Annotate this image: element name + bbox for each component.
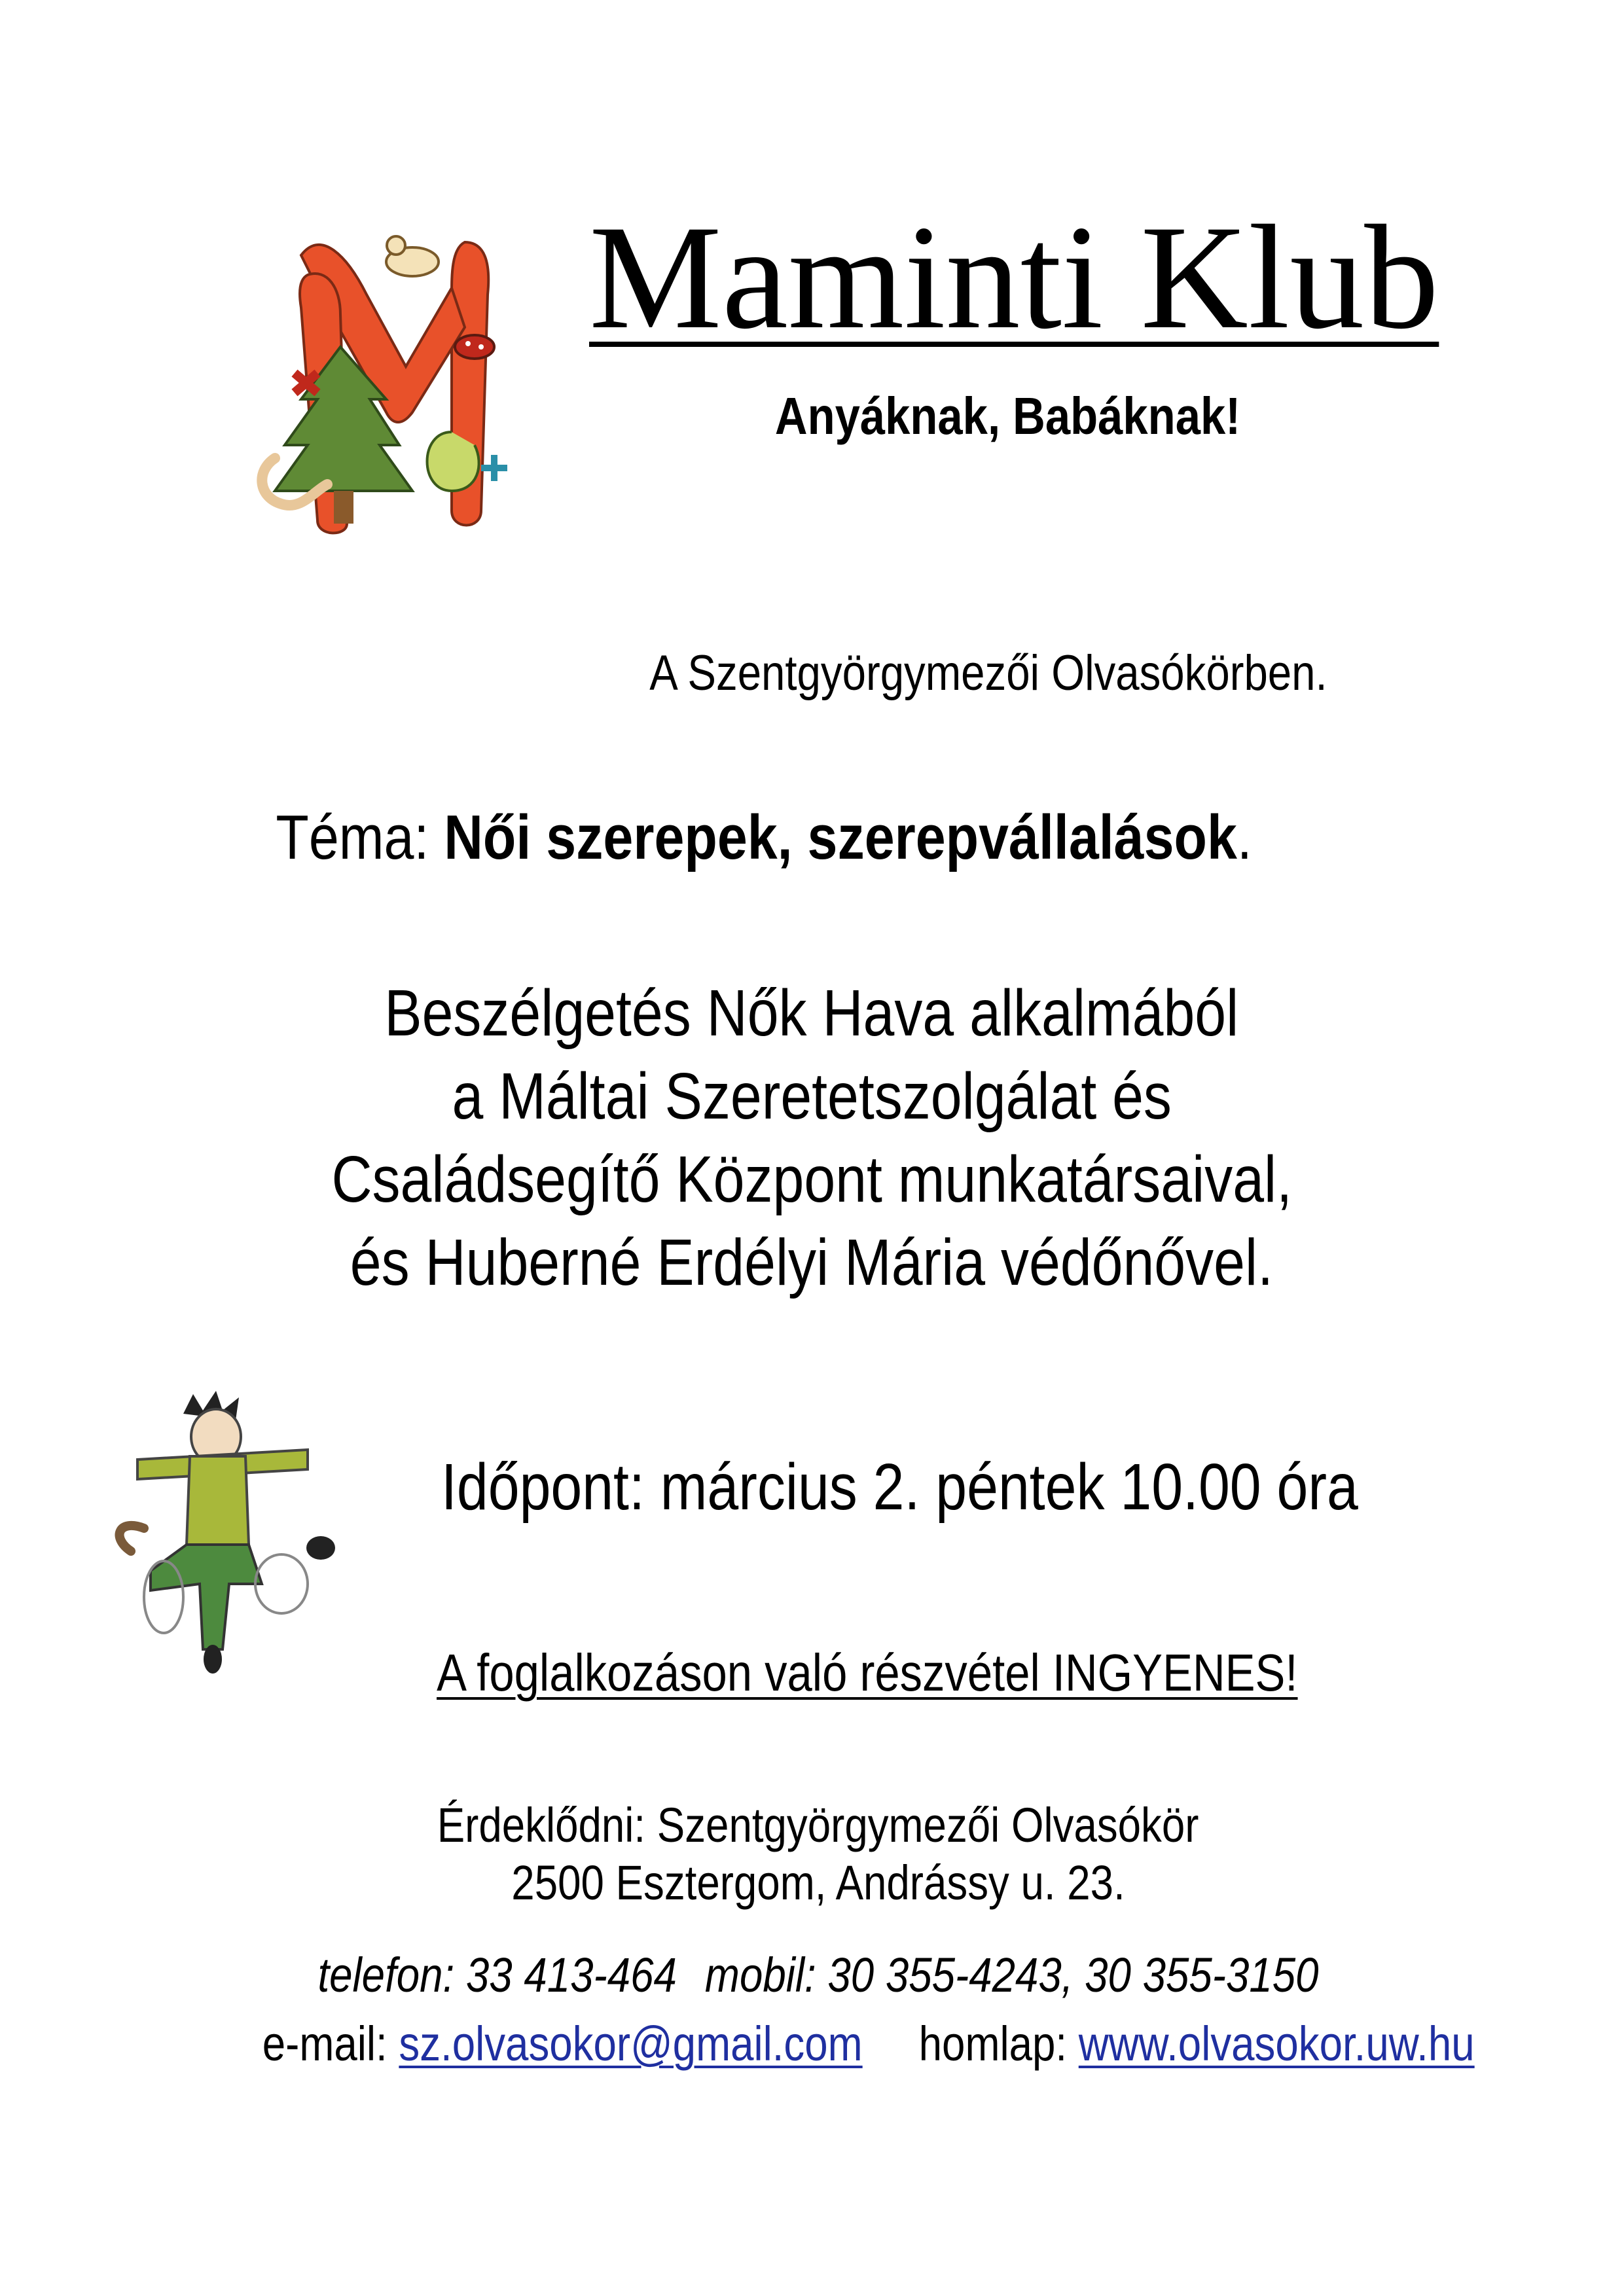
description-line: Családsegítő Központ munkatársaival, xyxy=(331,1143,1292,1216)
email-wrap xyxy=(262,2016,1475,2072)
location-label: A Szentgyörgymezői Olvasókörben. xyxy=(649,645,1327,701)
theme-wrap xyxy=(276,802,1252,874)
email-label: e-mail: xyxy=(262,2017,399,2071)
description-line: és Huberné Erdélyi Mária védőnővel. xyxy=(350,1226,1274,1299)
homepage-link[interactable]: www.olvasokor.uw.hu xyxy=(1078,2017,1475,2071)
description xyxy=(236,972,1388,1304)
tagline-text: Anyáknak, Babáknak! xyxy=(775,387,1241,445)
tagline xyxy=(655,386,1362,446)
phone-line xyxy=(229,1947,1407,2003)
event-time xyxy=(367,1450,1358,1525)
dancing-figure-illustration xyxy=(111,1388,347,1676)
free-notice-text: A foglalkozáson való részvétel INGYENES! xyxy=(437,1643,1298,1702)
theme-label: Téma: xyxy=(276,802,444,872)
phone-text: telefon: 33 413-464 xyxy=(317,1948,677,2002)
phone-wrap xyxy=(317,1947,1318,2003)
theme-end: . xyxy=(1236,802,1252,872)
homepage-label: homlap: xyxy=(918,2017,1079,2071)
inquiry-line: Érdeklődni: Szentgyörgymezői Olvasókör xyxy=(437,1798,1199,1852)
description-line: a Máltai Szeretetszolgálat és xyxy=(452,1060,1172,1133)
location-text xyxy=(537,645,1440,702)
page-title xyxy=(589,195,1439,360)
email-line xyxy=(164,2016,1473,2072)
free-notice xyxy=(367,1643,1348,1703)
mobile-text: mobil: 30 355-4243, 30 355-3150 xyxy=(704,1948,1319,2002)
theme-value: Női szerepek, szerepvállalások xyxy=(444,802,1237,872)
description-line: Beszélgetés Nők Hava alkalmából xyxy=(384,977,1239,1050)
theme-line xyxy=(196,802,1309,874)
letter-m-illustration xyxy=(255,216,517,537)
email-link[interactable]: sz.olvasokor@gmail.com xyxy=(399,2017,863,2071)
address-line: 2500 Esztergom, Andrássy u. 23. xyxy=(511,1856,1125,1910)
time-text: Időpont: március 2. péntek 10.00 óra xyxy=(441,1450,1358,1524)
title-text: Maminti Klub xyxy=(589,195,1439,360)
contact-block xyxy=(327,1797,1309,1912)
